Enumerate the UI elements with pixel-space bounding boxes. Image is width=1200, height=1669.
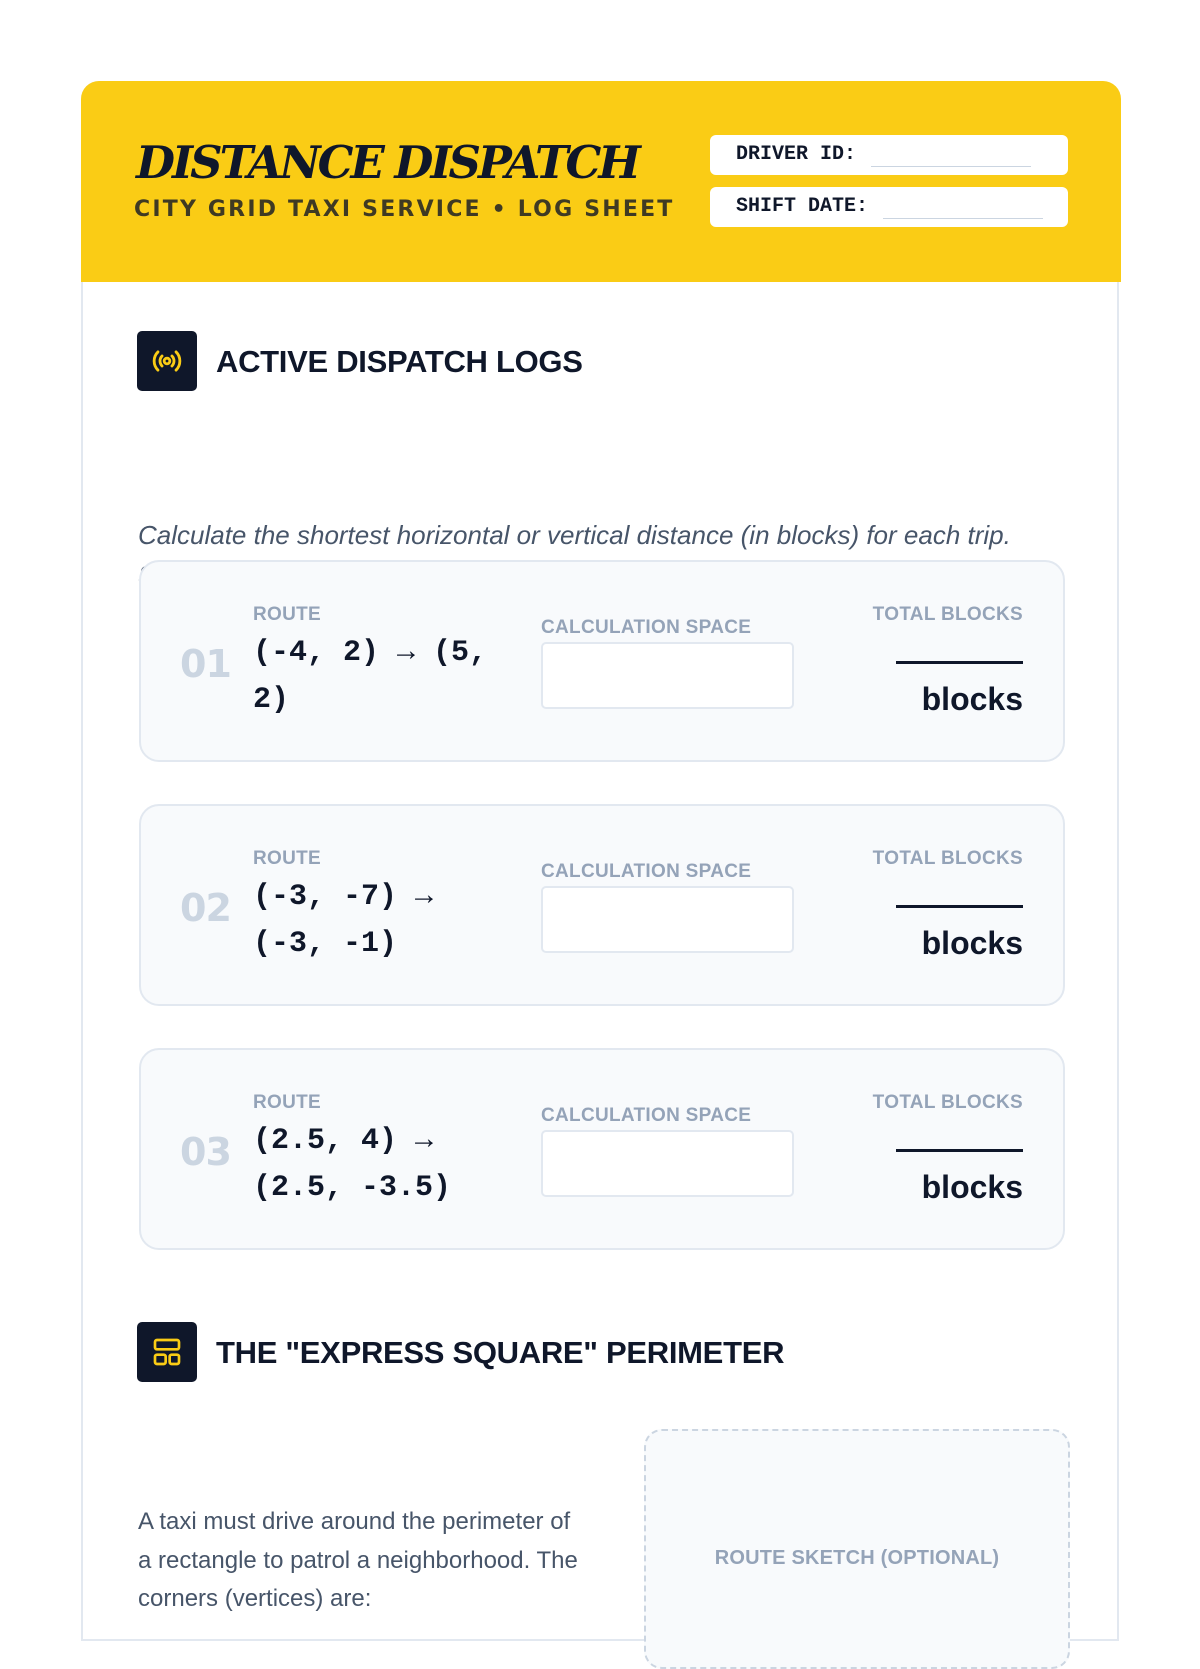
page-title: DISTANCE DISPATCH <box>136 136 638 189</box>
driver-id-label: DRIVER ID: <box>736 143 857 166</box>
blocks-unit: blocks <box>921 925 1023 961</box>
driver-id-field[interactable] <box>710 135 1068 175</box>
calculation-input[interactable] <box>541 1130 794 1197</box>
header-banner <box>81 81 1121 282</box>
shift-date-field[interactable] <box>710 187 1068 227</box>
route-coordinates: (2.5, 4) → (2.5, -3.5) <box>253 1124 452 1205</box>
route-sketch-label: ROUTE SKETCH (OPTIONAL) <box>714 1547 1000 1569</box>
route-label: ROUTE <box>253 604 321 625</box>
perimeter-description: A taxi must drive around the perimeter of a rectangle to patrol a neighborhood. The corners (vertices) are: <box>138 1508 578 1612</box>
broadcast-icon <box>137 331 197 391</box>
layout-grid-icon <box>137 1322 197 1382</box>
calculation-label: CALCULATION SPACE <box>541 861 752 882</box>
page-subtitle: CITY GRID TAXI SERVICE • LOG SHEET <box>134 197 675 222</box>
calculation-input[interactable] <box>541 642 794 709</box>
instructions-text: Calculate the shortest horizontal or vertical distance (in blocks) for each trip. <box>138 520 1011 550</box>
total-blocks-label: TOTAL BLOCKS <box>872 1092 1023 1113</box>
route-coordinates: (-4, 2) → (5, 2) <box>253 636 488 717</box>
route-label: ROUTE <box>253 848 321 869</box>
total-blocks-answer-line[interactable] <box>896 661 1023 664</box>
shift-date-label: SHIFT DATE: <box>736 195 869 218</box>
calculation-label: CALCULATION SPACE <box>541 1105 752 1126</box>
shift-date-line <box>883 218 1043 219</box>
total-blocks-answer-line[interactable] <box>896 905 1023 908</box>
route-sketch-area[interactable] <box>644 1429 1070 1669</box>
trip-card-01 <box>139 560 1065 762</box>
trip-number: 02 <box>180 886 231 930</box>
trip-card-02 <box>139 804 1065 1006</box>
total-blocks-label: TOTAL BLOCKS <box>872 848 1023 869</box>
dispatch-section-title: ACTIVE DISPATCH LOGS <box>216 344 583 379</box>
total-blocks-label: TOTAL BLOCKS <box>872 604 1023 625</box>
driver-id-line <box>871 166 1031 167</box>
trip-card-03 <box>139 1048 1065 1250</box>
perimeter-section-title: THE "EXPRESS SQUARE" PERIMETER <box>216 1335 785 1370</box>
total-blocks-answer-line[interactable] <box>896 1149 1023 1152</box>
trip-number: 01 <box>180 642 231 686</box>
calculation-label: CALCULATION SPACE <box>541 617 752 638</box>
route-label: ROUTE <box>253 1092 321 1113</box>
log-sheet <box>81 81 1119 1641</box>
route-coordinates: (-3, -7) → (-3, -1) <box>253 880 434 961</box>
trip-number: 03 <box>180 1130 231 1174</box>
blocks-unit: blocks <box>921 1169 1023 1205</box>
calculation-input[interactable] <box>541 886 794 953</box>
blocks-unit: blocks <box>921 681 1023 717</box>
